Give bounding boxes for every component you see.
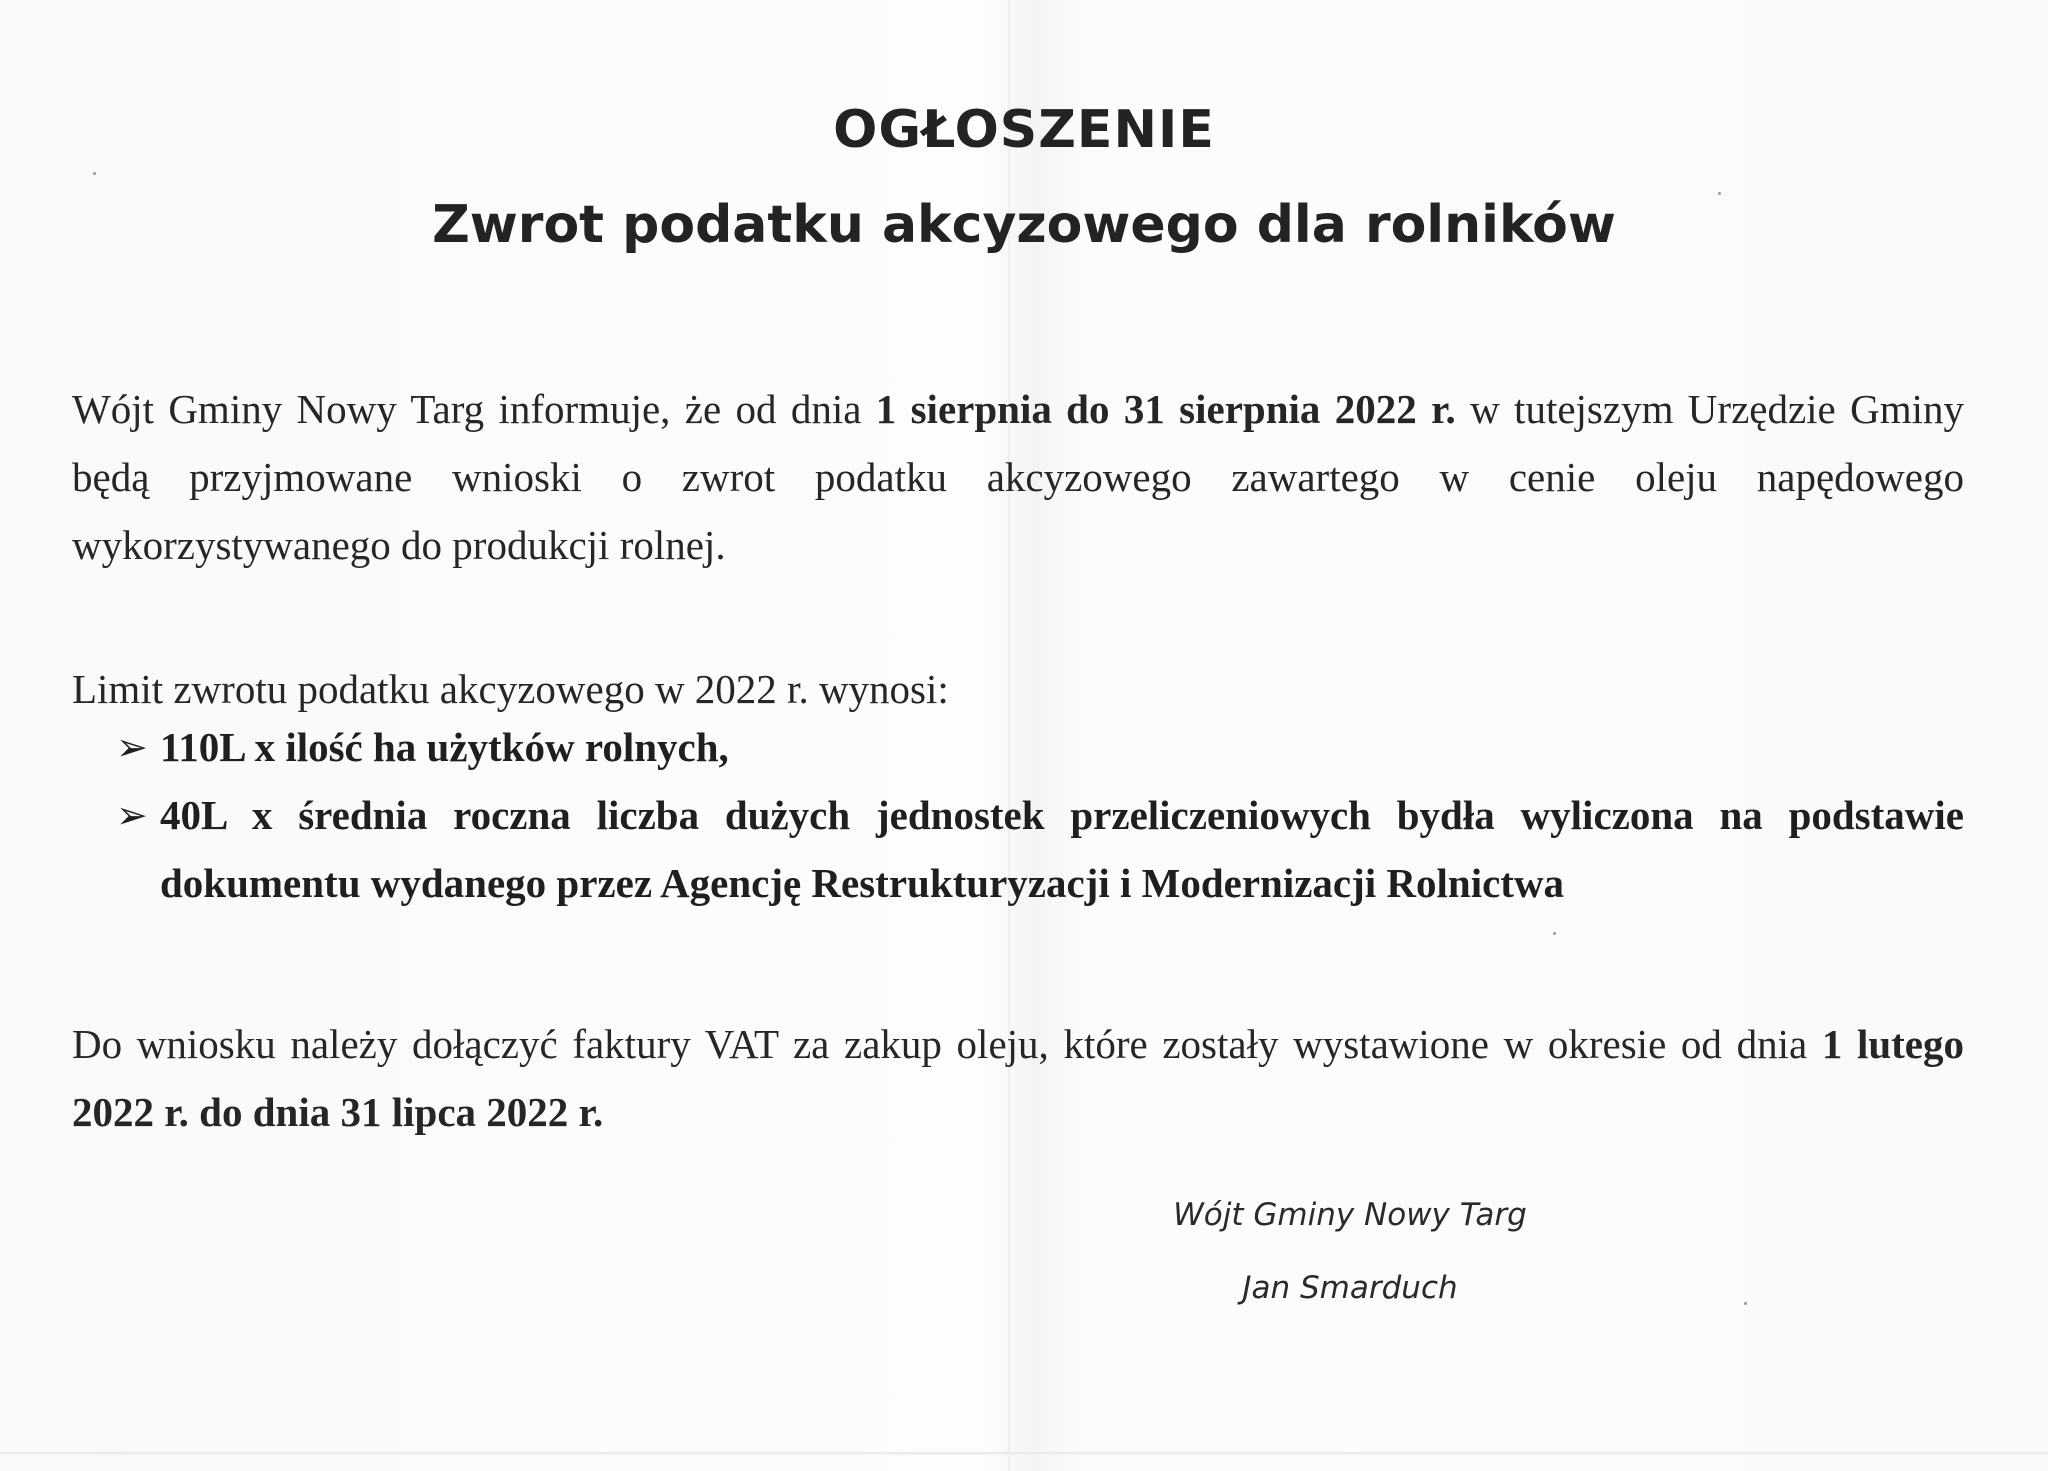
list-item bbox=[112, 713, 1964, 781]
list-item-label: 40L x średnia roczna liczba dużych jednostek przeliczeniowych bydła wyliczona na podstawie dokumentu wydanego przez Agencję Restrukturyzacji i Modernizacji Rolnictwa bbox=[160, 792, 1964, 906]
page-subtitle: Zwrot podatku akcyzowego dla rolników bbox=[432, 195, 1616, 255]
arrow-bullet-icon: ➢ bbox=[116, 725, 148, 769]
speck bbox=[1553, 932, 1556, 935]
list-item bbox=[112, 781, 1964, 917]
signature-name: Jan Smarduch bbox=[1242, 1270, 1458, 1306]
intro-paragraph bbox=[72, 375, 1964, 579]
intro-text-end: w tutejszym Urzędzie Gminy będą przyjmowane wnioski o zwrot podatku akcyzowego zawartego w cenie oleju napędowego wykorzystywanego do produkcji rolnej. bbox=[72, 386, 1964, 568]
limit-list bbox=[112, 713, 1964, 917]
page-title: OGŁOSZENIE bbox=[833, 100, 1215, 160]
list-item-label: 110L x ilość ha użytków rolnych, bbox=[160, 724, 729, 770]
invoice-paragraph bbox=[72, 1010, 1964, 1146]
speck bbox=[93, 172, 96, 175]
speck bbox=[1744, 1302, 1747, 1305]
paper-edge bbox=[0, 1452, 2048, 1455]
signature-title: Wójt Gminy Nowy Targ bbox=[1173, 1197, 1527, 1233]
intro-text-start: Wójt Gminy Nowy Targ informuje, że od dnia bbox=[72, 386, 876, 432]
limit-intro: Limit zwrotu podatku akcyzowego w 2022 r. wynosi: bbox=[72, 666, 949, 712]
invoice-date-range: 1 lutego 2022 r. do dnia 31 lipca 2022 r. bbox=[72, 1021, 1965, 1135]
invoice-text: Do wniosku należy dołączyć faktury VAT za zakup oleju, które zostały wystawione w okresie od dnia bbox=[72, 1021, 1822, 1067]
intro-date-range: 1 sierpnia do 31 sierpnia 2022 r. bbox=[875, 386, 1456, 432]
arrow-bullet-icon: ➢ bbox=[116, 793, 148, 837]
